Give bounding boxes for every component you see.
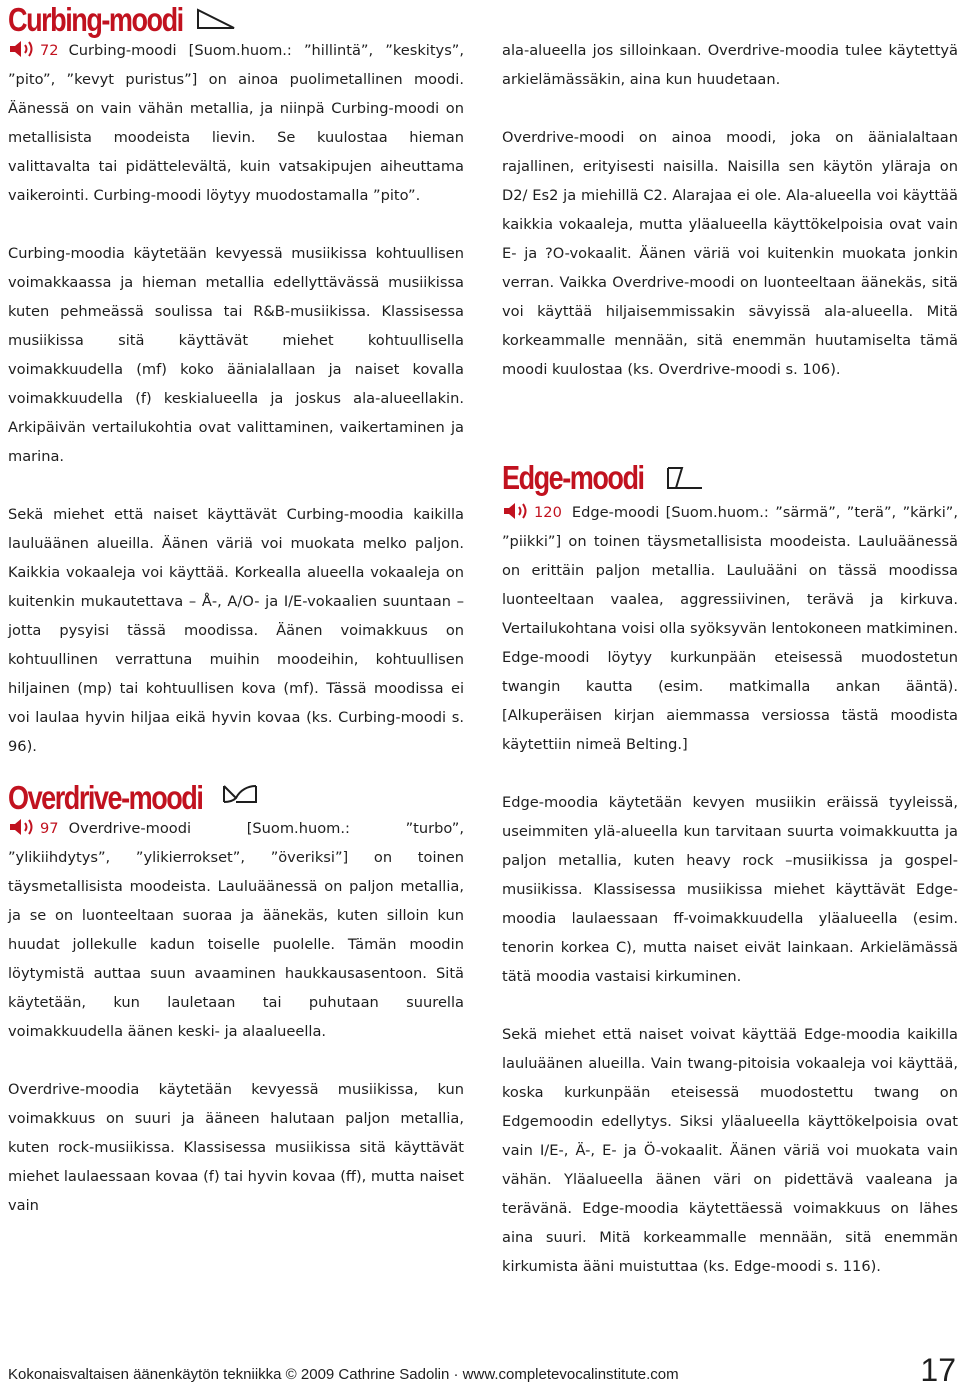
curbing-track-number[interactable]: 72: [40, 42, 59, 59]
curbing-paragraph-3: Sekä miehet että naiset käyttävät Curbing-moodia kaikilla lauluäänen alueilla. Äänen väriä voi muokata melko paljon. Kaikkia vokaaleja voi käyttää. Korkealla alueella vokaaleja on kuitenkin mukautettava – Å-, A/O- ja I/E-vokaalien suuntaan – jotta pysyisi tässä moodissa. Äänen voimakkuus on kohtuullinen verrattuna muihin moodeihin, kohtuullisen hiljainen (mp) tai kohtuullisen kova (mf). Tässä moodissa ei voi laulaa hyvin hiljaa eikä hyvin kovaa (ks. Curbing-moodi s. 96).: [8, 506, 464, 755]
overdrive-paragraph-1: 97 Overdrive-moodi [Suom.huom.: ”turbo”, ”ylikiihdytys”, ”ylikierrokset”, ”överiksi”] on toinen täysmetallisista moodeista. Lauluäänessä on paljon metallia, ja se on luonteeltaan suoraa ja äänekäs, kuten silloin kun huudat jollekulle kadun toiselle puolelle. Tämän moodin löytymistä auttaa suun avaaminen haukkausasentoon. Sitä käytetään, kun lauletaan tai puhutaan suurella voimakkuudella äänen keski- ja alaalueella.: [8, 814, 464, 1046]
edge-title: Edge-moodi: [502, 459, 644, 496]
overdrive-title: Overdrive-moodi: [8, 779, 203, 816]
edge-mode-icon: [664, 466, 704, 490]
page-number: 17: [920, 1352, 956, 1388]
overdrive-paragraph-2-cont: ala-alueella jos silloinkaan. Overdrive-moodia tulee käytettyä arkielämässäkin, aina kun huudetaan.: [502, 42, 958, 88]
overdrive-paragraph-3: Overdrive-moodi on ainoa moodi, joka on äänialaltaan rajallinen, erityisesti naisilla. Naisilla sen käytön yläraja on D2/ Es2 ja miehillä C2. Alarajaa ei ole. Ala-alueella voi käyttää kaikkia vokaaleja, mutta yläalueella käyttökelpoisia ovat vain E- ja ?O-vokaalit. Äänen väriä voi kuitenkin muokata jonkin verran. Vaikka Overdrive-moodi on luonteeltaan äänekäs, sitä voi käyttää hiljaisemmissakin sävyissä ala-alueella. Mitä korkeammalle mennään, sitä enemmän huutamiselta tämä moodi kuulostaa (ks. Overdrive-moodi s. 106).: [502, 129, 958, 378]
curbing-title: Curbing-moodi: [8, 1, 183, 38]
edge-paragraph-1: 120 Edge-moodi [Suom.huom.: ”särmä”, ”terä”, ”kärki”, ”piikki”] on toinen täysmetallisista moodeista. Lauluäänessä on erittäin paljon metallia. Lauluääni on tässä moodissa luonteeltaan vaalea, aggressiivinen, terävä ja kirkuva. Vertailukohtana voisi olla syöksyvän lentokoneen matkiminen. Edge-moodi löytyy kurkunpään eteisessä muodostetun twangin kautta (esim. matkimalla ankan ääntä). [Alkuperäisen kirjan aiemmassa versiossa tästä moodista käytettiin nimeä Belting.]: [502, 498, 958, 759]
page-footer: Kokonaisvaltaisen äänenkäytön tekniikka © 2009 Cathrine Sadolin · www.completevocalinstitute.com: [8, 1366, 679, 1383]
speaker-icon[interactable]: [8, 39, 36, 59]
overdrive-body: [8, 814, 464, 1220]
edge-track-number[interactable]: 120: [534, 504, 562, 521]
speaker-icon[interactable]: [8, 817, 36, 837]
edge-body: [502, 498, 958, 1281]
overdrive-paragraph-2: Overdrive-moodia käytetään kevyessä musiikissa, kun voimakkuus on suuri ja ääneen halutaan paljon metallia, kuten rock-musiikissa. Klassisessa musiikissa sitä käyttävät miehet laulaessaan kovaa (f) tai hyvin kovaa (ff), mutta naiset vain: [8, 1081, 464, 1214]
curbing-body: [8, 36, 464, 761]
overdrive-track-number[interactable]: 97: [40, 820, 59, 837]
edge-paragraph-2: Edge-moodia käytetään kevyen musiikin eräissä tyyleissä, useimmiten ylä-alueella kun tarvitaan suurta voimakkuutta ja paljon metallia, kuten heavy rock –musiikissa ja gospel-musiikissa. Klassisessa musiikissa miehet käyttävät Edge-moodia laulaessaan ff-voimakkuudella yläalueella (esim. tenorin korkea C), mutta naiset eivät lainkaan. Arkielämässä tätä moodia vastaisi kirkuminen.: [502, 794, 958, 985]
speaker-icon[interactable]: [502, 501, 530, 521]
curbing-paragraph-1: 72 Curbing-moodi [Suom.huom.: ”hillintä”, ”keskitys”, ”pito”, ”kevyt puristus”] on ainoa puolimetallinen moodi. Äänessä on vain vähän metallia, ja niinpä Curbing-moodi on metallisista moodeista lievin. Se kuulostaa hieman valittavalta tai pidättelevältä, kuin vatsakipujen aiheuttama vaikerointi. Curbing-moodi löytyy muodostamalla ”pito”.: [8, 36, 464, 210]
overdrive-continued: [502, 36, 958, 384]
overdrive-mode-icon: [222, 782, 260, 806]
curbing-mode-icon: [196, 8, 236, 30]
edge-paragraph-3: Sekä miehet että naiset voivat käyttää Edge-moodia kaikilla lauluäänen alueilla. Vain twang-pitoisia vokaaleja voi käyttää, koska kurkunpään eteisessä muodostettu twang on Edgemoodin edellytys. Siksi yläalueella käyttökelpoisia ovat vain I/E-, Ä-, E- ja Ö-vokaalit. Äänen väriä voi muokata vain vähän. Yläalueella äänen väri on pidettävä vaaleana ja terävänä. Edge-moodia käytettäessä voimakkuus on lähes aina suuri. Mitä korkeammalle mennään, sitä enemmän kirkumista ääni muistuttaa (ks. Edge-moodi s. 116).: [502, 1026, 958, 1275]
curbing-paragraph-2: Curbing-moodia käytetään kevyessä musiikissa kohtuullisen voimakkaassa ja hieman metallia edellyttävässä musiikissa kuten pehmeässä soulissa tai R&B-musiikissa. Klassisessa musiikissa sitä käyttävät miehet kohtuullisella voimakkuudella (mf) koko äänialallaan ja naiset kovalla voimakkuudella (f) keskialueella ja joskus ala-alueellakin. Arkipäivän vertailukohtia ovat valittaminen, vaikertaminen ja marina.: [8, 245, 464, 465]
